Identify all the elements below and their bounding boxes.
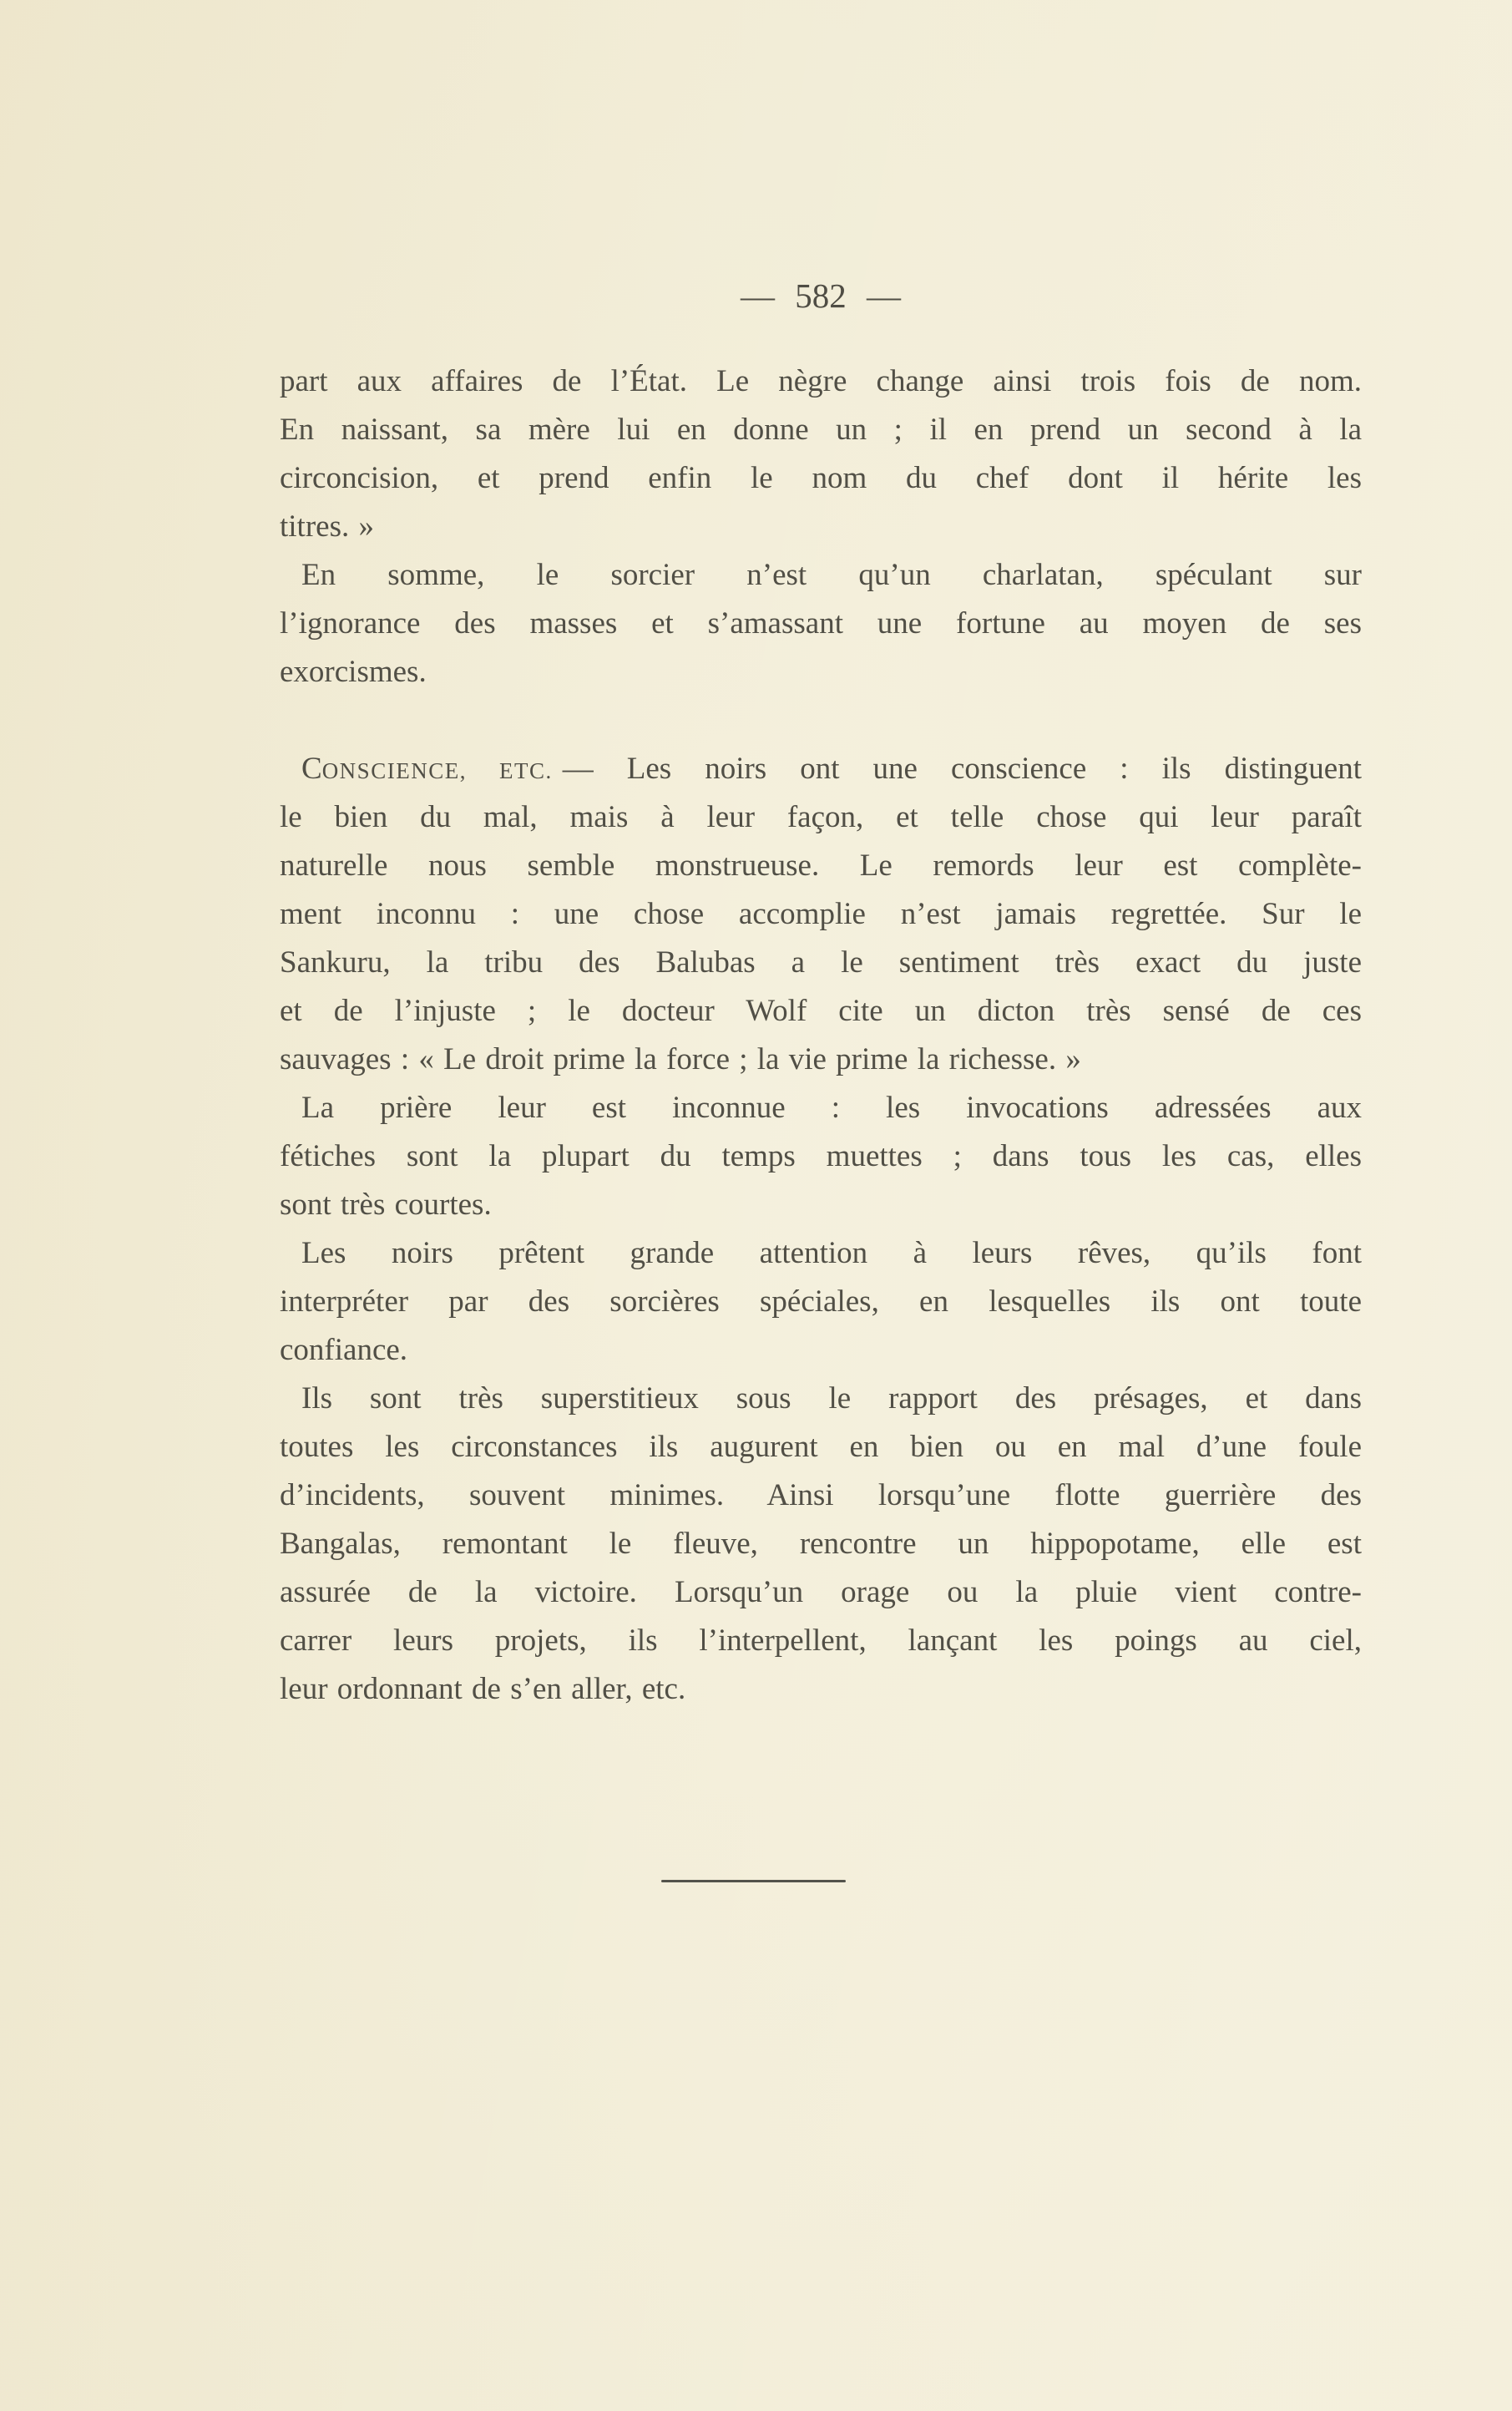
text-line: leur ordonnant de s’en aller, etc. <box>280 1672 686 1706</box>
text-line: fétiches sont la plupart du temps muettes ; dans tous les cas, elles <box>280 1139 1362 1173</box>
text-line: Les noirs prêtent grande attention à leurs rêves, qu’ils font <box>301 1236 1362 1270</box>
text-line: le bien du mal, mais à leur façon, et telle chose qui leur paraît <box>280 800 1362 834</box>
paragraph-5 <box>280 1229 1362 1375</box>
text-line: sauvages : « Le droit prime la force ; la vie prime la richesse. » <box>280 1042 1081 1076</box>
text-block <box>280 357 1362 1714</box>
text-line: En naissant, sa mère lui en donne un ; il en prend un second à la <box>280 413 1362 447</box>
text-line: circoncision, et prend enfin le nom du chef dont il hérite les <box>280 461 1362 495</box>
text-line: titres. » <box>280 509 374 544</box>
text-line: l’ignorance des masses et s’amassant une fortune au moyen de ses <box>280 606 1362 641</box>
text-line: exorcismes. <box>280 655 427 689</box>
section-heading-initial: C <box>301 752 322 786</box>
text-line: En somme, le sorcier n’est qu’un charlatan, spéculant sur <box>301 558 1362 592</box>
text-line: Bangalas, remontant le fleuve, rencontre un hippopotame, elle est <box>280 1527 1362 1561</box>
paragraph-3-conscience-section <box>280 745 1362 1084</box>
text-line: carrer leurs projets, ils l’interpellent, lançant les poings au ciel, <box>280 1623 1362 1658</box>
text-line: ment inconnu : une chose accomplie n’est jamais regrettée. Sur le <box>280 897 1362 931</box>
section-heading-rest: — Les noirs ont une conscience : ils distinguent <box>562 752 1363 786</box>
paragraph-4 <box>280 1084 1362 1229</box>
text-line: Ils sont très superstitieux sous le rapport des présages, et dans <box>301 1381 1362 1416</box>
text-line: naturelle nous semble monstrueuse. Le remords leur est complète- <box>280 848 1362 883</box>
paragraph-6 <box>280 1375 1362 1714</box>
section-divider <box>661 1880 846 1882</box>
page-number: — 582 — <box>741 276 901 315</box>
text-line: sont très courtes. <box>280 1188 492 1222</box>
section-heading-smallcaps: ONSCIENCE, ETC. <box>321 758 553 783</box>
text-line: confiance. <box>280 1333 408 1367</box>
paragraph-2 <box>280 551 1362 696</box>
text-line: et de l’injuste ; le docteur Wolf cite un dicton très sensé de ces <box>280 994 1362 1028</box>
section-heading-line <box>280 745 1362 793</box>
text-line: La prière leur est inconnue : les invocations adressées aux <box>301 1091 1362 1125</box>
text-line: Sankuru, la tribu des Balubas a le sentiment très exact du juste <box>280 945 1362 980</box>
text-line: interpréter par des sorcières spéciales, en lesquelles ils ont toute <box>280 1284 1362 1319</box>
paragraph-1 <box>280 357 1362 551</box>
text-line: part aux affaires de l’État. Le nègre change ainsi trois fois de nom. <box>280 364 1362 398</box>
text-line: toutes les circonstances ils augurent en bien ou en mal d’une foule <box>280 1430 1362 1464</box>
text-line: assurée de la victoire. Lorsqu’un orage ou la pluie vient contre- <box>280 1575 1362 1609</box>
text-line: d’incidents, souvent minimes. Ainsi lorsqu’une flotte guerrière des <box>280 1478 1362 1512</box>
